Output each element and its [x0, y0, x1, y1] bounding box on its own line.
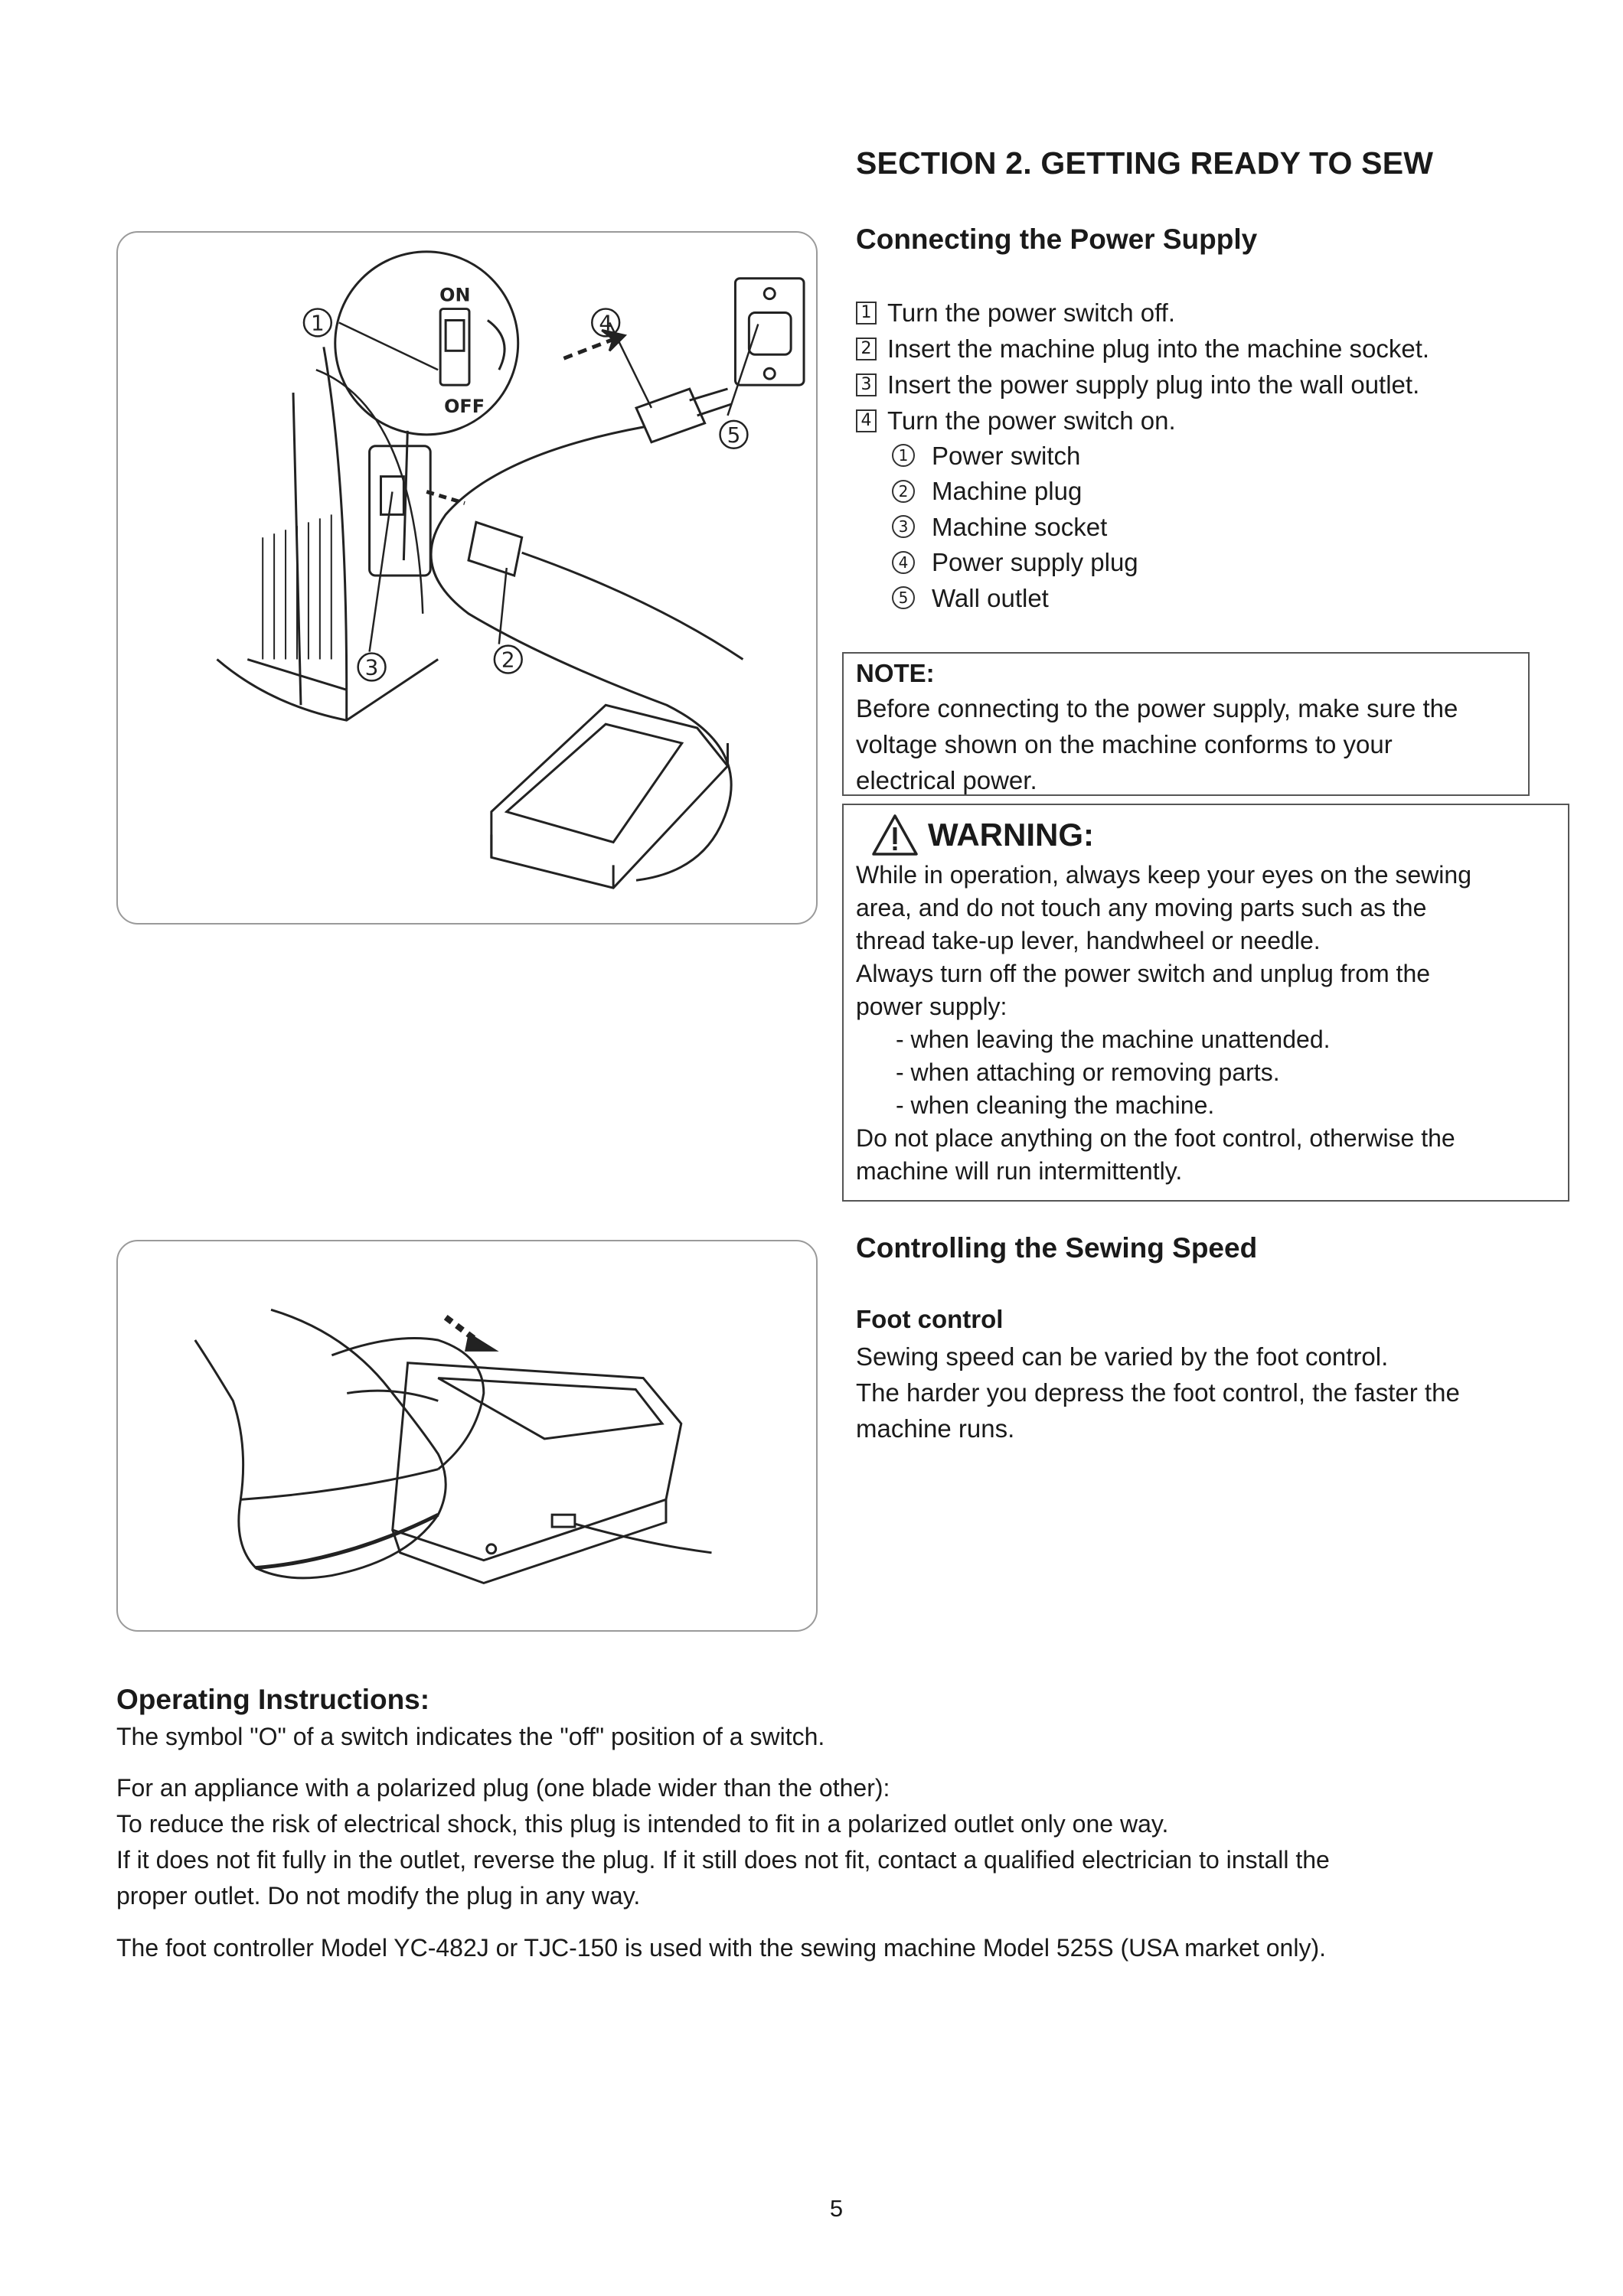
part-label: Power supply plug	[932, 548, 1138, 577]
part-item	[892, 580, 1138, 616]
part-item	[892, 438, 1138, 474]
warning-line: Always turn off the power switch and unplug from the	[856, 960, 1431, 987]
power-heading: Connecting the Power Supply	[856, 223, 1258, 255]
step-number: 2	[856, 338, 877, 360]
part-number: 5	[892, 586, 915, 609]
warning-bullet: - when attaching or removing parts.	[896, 1058, 1280, 1086]
parts-list	[892, 438, 1138, 616]
part-number: 2	[892, 480, 915, 503]
foot-control-figure	[116, 1240, 818, 1632]
speed-line: The harder you depress the foot control, the faster the	[856, 1378, 1460, 1407]
callout-5	[720, 421, 748, 448]
part-item	[892, 509, 1138, 545]
warning-line: area, and do not touch any moving parts such as the	[856, 894, 1427, 921]
step-text: Turn the power switch on.	[887, 406, 1176, 435]
step-number: 3	[856, 373, 877, 396]
warning-title: WARNING:	[928, 817, 1094, 853]
part-item	[892, 545, 1138, 581]
step-text: Turn the power switch off.	[887, 298, 1176, 327]
speed-heading: Controlling the Sewing Speed	[856, 1232, 1258, 1264]
svg-text:3: 3	[364, 654, 379, 680]
step-item	[856, 331, 1591, 367]
power-steps-list	[856, 295, 1591, 439]
svg-text:5: 5	[727, 422, 741, 448]
page-number: 5	[829, 2195, 844, 2222]
part-number: 4	[892, 551, 915, 574]
operating-paragraph-1: The symbol "O" of a switch indicates the "off" position of a switch.	[116, 1723, 825, 1750]
speed-text	[856, 1339, 1591, 1446]
callout-3	[358, 654, 386, 681]
step-number: 4	[856, 409, 877, 432]
part-number: 1	[892, 444, 915, 467]
part-label: Power switch	[932, 441, 1081, 470]
callout-4	[592, 309, 619, 337]
warning-triangle-icon	[871, 814, 919, 856]
speed-line: machine runs.	[856, 1414, 1015, 1443]
operating-line: For an appliance with a polarized plug (one blade wider than the other):	[116, 1774, 890, 1802]
note-title: NOTE:	[856, 659, 935, 687]
power-connection-illustration	[118, 233, 816, 923]
operating-paragraph-2	[116, 1770, 1556, 1914]
switch-on-label: ON	[439, 284, 471, 306]
warning-bullet: - when leaving the machine unattended.	[896, 1026, 1331, 1053]
part-number: 3	[892, 515, 915, 538]
warning-line: thread take-up lever, handwheel or needle.	[856, 927, 1321, 954]
part-label: Machine plug	[932, 477, 1083, 506]
note-line: Before connecting to the power supply, make sure the	[856, 694, 1458, 722]
warning-line: machine will run intermittently.	[856, 1157, 1183, 1185]
warning-line: While in operation, always keep your eyes on the sewing	[856, 861, 1471, 889]
step-text: Insert the machine plug into the machine socket.	[887, 334, 1430, 363]
svg-text:1: 1	[310, 310, 325, 336]
step-item	[856, 403, 1591, 439]
step-text: Insert the power supply plug into the wall outlet.	[887, 370, 1420, 399]
part-label: Machine socket	[932, 512, 1108, 541]
operating-line: To reduce the risk of electrical shock, this plug is intended to fit in a polarized outlet only one way.	[116, 1810, 1169, 1838]
speed-line: Sewing speed can be varied by the foot control.	[856, 1342, 1389, 1371]
svg-text:4: 4	[599, 310, 613, 336]
step-number: 1	[856, 302, 877, 325]
operating-line: If it does not fit fully in the outlet, reverse the plug. If it still does not fit, contact a qualified electrician to install the	[116, 1846, 1330, 1874]
operating-paragraph-3: The foot controller Model YC-482J or TJC-150 is used with the sewing machine Model 525S (USA market only).	[116, 1934, 1326, 1962]
warning-line: Do not place anything on the foot control, otherwise the	[856, 1124, 1455, 1152]
part-item	[892, 474, 1138, 510]
switch-off-label: OFF	[444, 395, 485, 417]
svg-text:2: 2	[501, 647, 515, 673]
warning-bullet: - when cleaning the machine.	[896, 1091, 1215, 1119]
power-connection-figure	[116, 231, 818, 925]
foot-control-illustration	[118, 1241, 816, 1630]
operating-title: Operating Instructions:	[116, 1684, 430, 1715]
note-line: voltage shown on the machine conforms to your	[856, 730, 1393, 758]
warning-header	[871, 811, 1556, 859]
warning-box	[842, 804, 1569, 1202]
step-item	[856, 367, 1591, 403]
foot-control-subheading: Foot control	[856, 1305, 1004, 1333]
callout-2	[495, 646, 522, 673]
note-box	[842, 652, 1530, 796]
warning-line: power supply:	[856, 993, 1007, 1020]
section-title: SECTION 2. GETTING READY TO SEW	[856, 145, 1434, 181]
operating-line: proper outlet. Do not modify the plug in any way.	[116, 1882, 641, 1910]
callout-1	[304, 309, 331, 337]
note-line: electrical power.	[856, 766, 1037, 794]
part-label: Wall outlet	[932, 583, 1049, 612]
step-item	[856, 295, 1591, 331]
